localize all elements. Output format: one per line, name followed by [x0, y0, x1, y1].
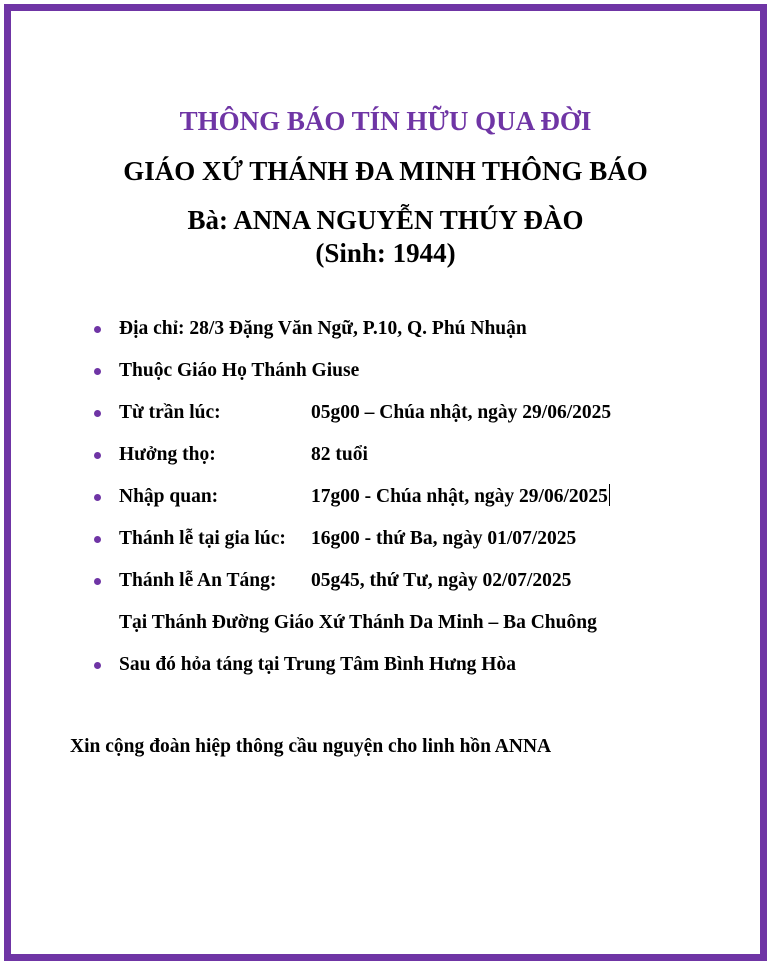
bullet-icon: [94, 326, 101, 333]
detail-address: [0, 314, 771, 356]
detail-value: 05g45, thứ Tư, ngày 02/07/2025: [311, 570, 572, 591]
bullet-icon: [94, 452, 101, 459]
bullet-icon: [94, 368, 101, 375]
bullet-icon: [94, 494, 101, 501]
detail-encoffining: [0, 482, 771, 524]
detail-home-mass: [0, 524, 771, 566]
detail-funeral-mass: [0, 566, 771, 608]
detail-label: Hưởng thọ:: [119, 444, 216, 465]
detail-church-location: [0, 608, 771, 650]
detail-label: Thánh lễ tại gia lúc:: [119, 528, 286, 549]
detail-time-of-death: [0, 398, 771, 440]
detail-value: 82 tuổi: [311, 444, 368, 465]
parish-announcement: GIÁO XỨ THÁNH ĐA MINH THÔNG BÁO: [123, 156, 648, 186]
detail-label: Thuộc Giáo Họ Thánh Giuse: [119, 360, 360, 381]
detail-value[interactable]: 17g00 - Chúa nhật, ngày 29/06/2025: [311, 486, 608, 507]
bullet-icon: [94, 536, 101, 543]
birth-year: (Sinh: 1944): [315, 238, 456, 268]
detail-age: [0, 440, 771, 482]
details-list: [0, 314, 771, 692]
detail-value: 16g00 - thứ Ba, ngày 01/07/2025: [311, 528, 577, 549]
detail-cremation: [0, 650, 771, 692]
detail-parish-group: [0, 356, 771, 398]
bullet-icon: [94, 410, 101, 417]
text-cursor: [609, 484, 610, 506]
detail-value-wrap[interactable]: [311, 482, 610, 512]
bullet-icon: [94, 662, 101, 669]
detail-label: Từ trần lúc:: [119, 402, 221, 423]
detail-label: Thánh lễ An Táng:: [119, 570, 277, 591]
closing-prayer: Xin cộng đoàn hiệp thông cầu nguyện cho linh hồn ANNA: [70, 736, 552, 757]
detail-label: Nhập quan:: [119, 486, 219, 507]
bullet-icon: [94, 578, 101, 585]
detail-label: Tại Thánh Đường Giáo Xứ Thánh Da Minh – Ba Chuông: [119, 612, 597, 633]
deceased-name: Bà: ANNA NGUYỄN THÚY ĐÀO: [187, 205, 584, 235]
detail-label: Sau đó hỏa táng tại Trung Tâm Bình Hưng Hòa: [119, 654, 516, 675]
detail-value: 05g00 – Chúa nhật, ngày 29/06/2025: [311, 402, 612, 423]
detail-label: Địa chỉ: 28/3 Đặng Văn Ngữ, P.10, Q. Phú Nhuận: [119, 318, 527, 339]
announcement-heading: THÔNG BÁO TÍN HỮU QUA ĐỜI: [179, 106, 592, 136]
